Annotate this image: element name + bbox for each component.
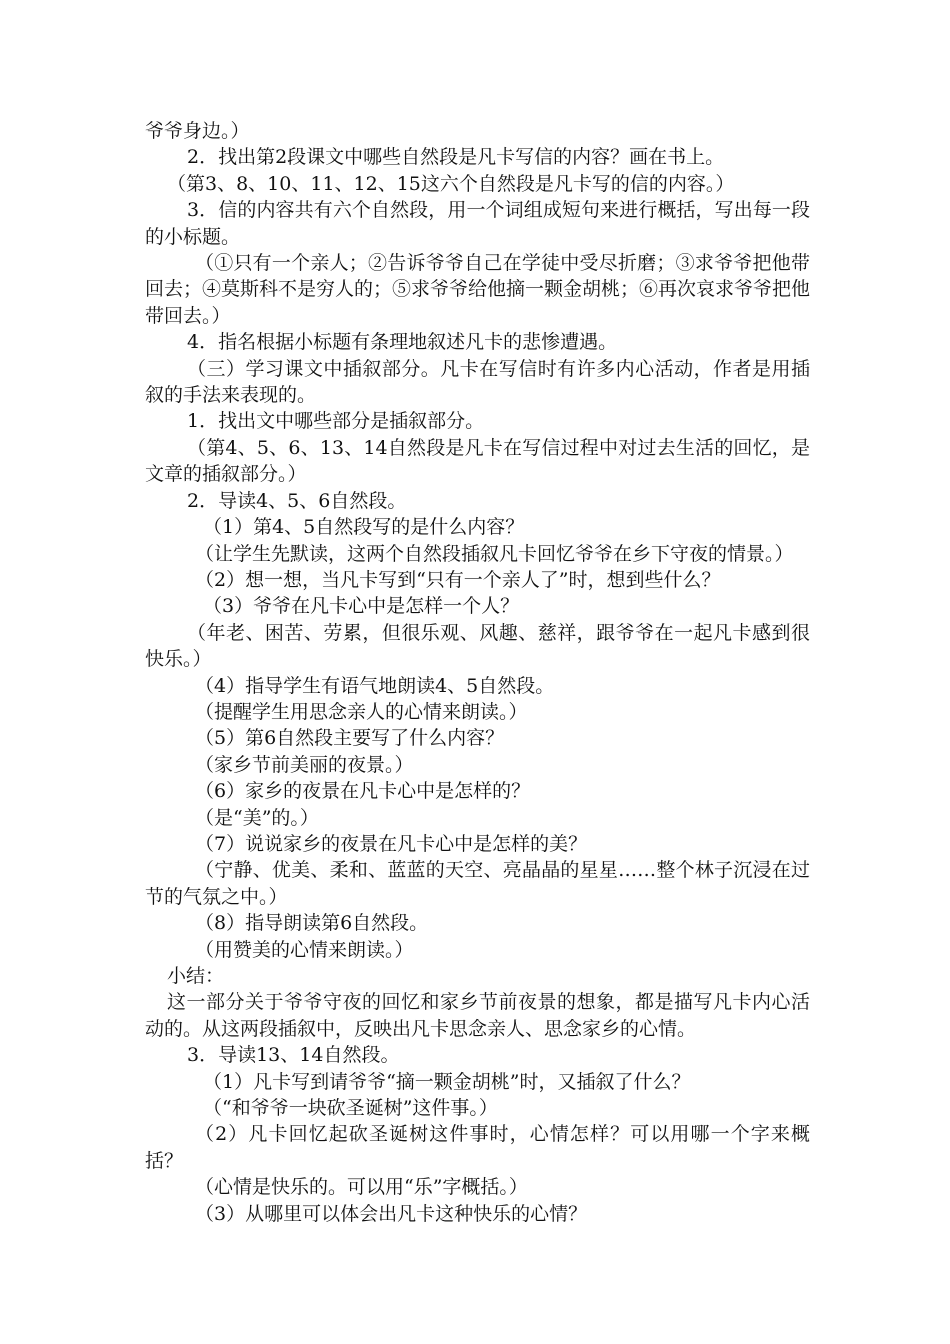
paragraph: （3）爷爷在凡卡心中是怎样一个人？: [203, 595, 520, 618]
paragraph: （宁静、优美、柔和、蓝蓝的天空、亮晶晶的星星……整个林子沉浸在过节的气氛之中。）: [145, 859, 810, 908]
paragraph: （“和爷爷一块砍圣诞树”这件事。）: [203, 1097, 498, 1120]
paragraph: 爷爷身边。）: [145, 120, 250, 142]
paragraph: 4．指名根据小标题有条理地叙述凡卡的悲惨遭遇。: [187, 331, 618, 354]
paragraph: （6）家乡的夜景在凡卡心中是怎样的？: [195, 780, 531, 803]
paragraph: （①只有一个亲人；②告诉爷爷自己在学徒中受尽折磨；③求爷爷把他带回去；④莫斯科不是穷人的；⑤求爷爷给他摘一颗金胡桃；⑥再次哀求爷爷把他带回去。）: [145, 252, 811, 327]
paragraph: 小结：: [167, 965, 225, 987]
paragraph: （第3、8、10、11、12、15这六个自然段是凡卡写的信的内容。）: [167, 172, 735, 195]
paragraph: （心情是快乐的。可以用“乐”字概括。）: [195, 1176, 528, 1199]
paragraph: （1）第4、5自然段写的是什么内容？: [203, 516, 525, 539]
paragraph: （第4、5、6、13、14自然段是凡卡在写信过程中对过去生活的回忆，是文章的插叙部分。）: [145, 436, 810, 486]
paragraph: （让学生先默读，这两个自然段插叙凡卡回忆爷爷在乡下守夜的情景。）: [195, 542, 794, 565]
paragraph: （用赞美的心情来朗读。）: [195, 938, 414, 961]
paragraph: 1．找出文中哪些部分是插叙部分。: [187, 410, 485, 433]
paragraph: （家乡节前美丽的夜景。）: [195, 753, 414, 776]
paragraph: 2．找出第2段课文中哪些自然段是凡卡写信的内容？画在书上。: [187, 146, 725, 169]
paragraph: （三）学习课文中插叙部分。凡卡在写信时有许多内心活动，作者是用插叙的手法来表现的。: [145, 357, 810, 407]
paragraph: （年老、困苦、劳累，但很乐观、风趣、慈祥，跟爷爷在一起凡卡感到很快乐。）: [145, 621, 810, 671]
paragraph: 3．信的内容共有六个自然段，用一个词组成短句来进行概括，写出每一段的小标题。: [145, 199, 810, 248]
paragraph: （2）凡卡回忆起砍圣诞树这件事时，心情怎样？可以用哪一个字来概括？: [145, 1123, 810, 1172]
paragraph: （5）第6自然段主要写了什么内容？: [195, 727, 505, 750]
paragraph: （2）想一想，当凡卡写到“只有一个亲人了”时，想到些什么？: [195, 568, 721, 591]
paragraph: 2．导读4、5、6自然段。: [187, 489, 407, 512]
document-body: [145, 118, 810, 1227]
paragraph: （7）说说家乡的夜景在凡卡心中是怎样的美？: [195, 832, 588, 855]
paragraph: （提醒学生用思念亲人的心情来朗读。）: [195, 700, 528, 723]
paragraph: （4）指导学生有语气地朗读4、5自然段。: [195, 674, 555, 697]
paragraph: （8）指导朗读第6自然段。: [195, 912, 429, 935]
paragraph: 这一部分关于爷爷守夜的回忆和家乡节前夜景的想象，都是描写凡卡内心活动的。从这两段插叙中，反映出凡卡思念亲人、思念家乡的心情。: [145, 991, 810, 1040]
paragraph: 3．导读13、14自然段。: [187, 1044, 400, 1067]
paragraph: （是“美”的。）: [195, 806, 319, 829]
paragraph: （1）凡卡写到请爷爷“摘一颗金胡桃”时，又插叙了什么？: [203, 1070, 691, 1093]
paragraph: （3）从哪里可以体会出凡卡这种快乐的心情？: [195, 1202, 588, 1225]
